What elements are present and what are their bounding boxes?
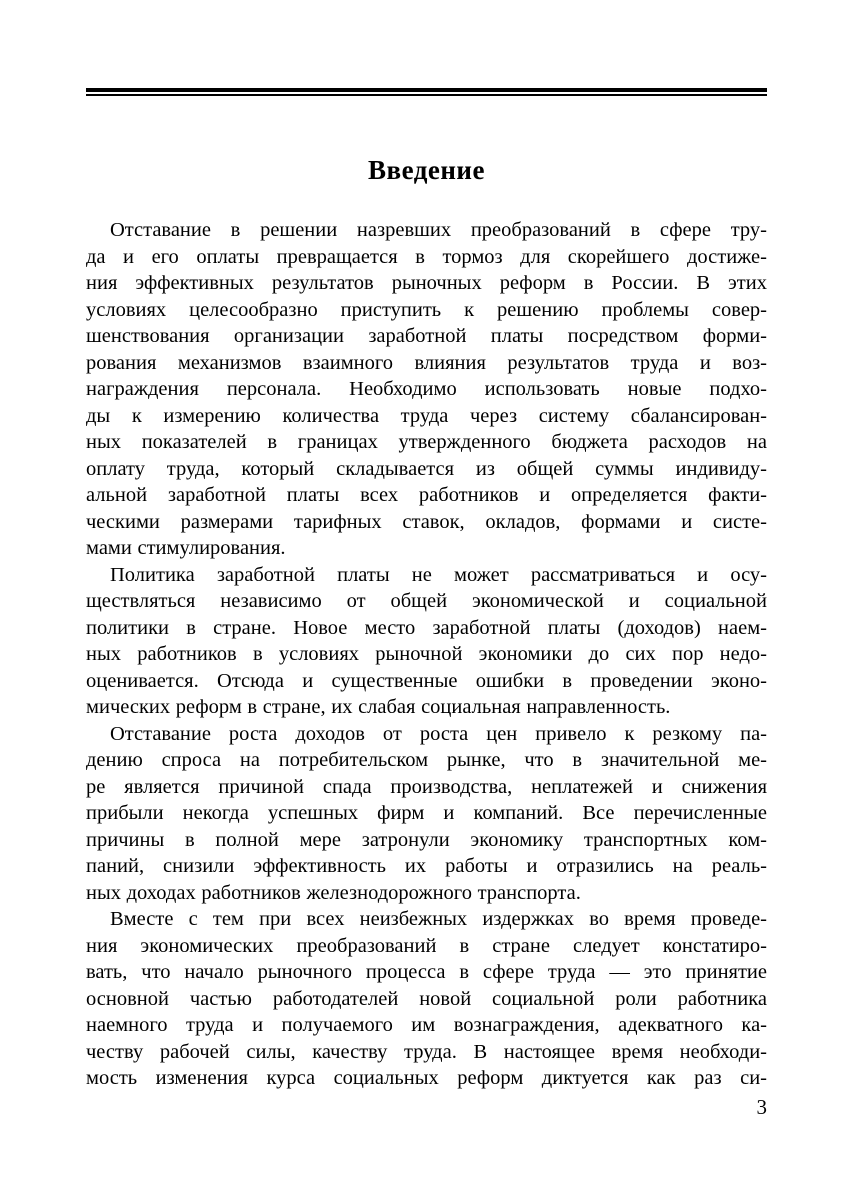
text-line: Вместе с тем при всех неизбежных издержках во время проведе-	[110, 908, 767, 930]
text-line: да и его оплаты превращается в тормоз для скорейшего достиже-	[86, 245, 767, 268]
text-line: основной частью работодателей новой социальной роли работника	[86, 987, 767, 1010]
text-line: прибыли некогда успешных фирм и компаний. Все перечисленные	[86, 802, 767, 824]
text-line: ре является причиной спада производства, неплатежей и снижения	[86, 775, 767, 798]
text-line: условиях целесообразно приступить к решению проблемы совер-	[86, 298, 767, 321]
paragraph	[86, 906, 767, 1092]
paragraph	[86, 562, 767, 721]
text-line: честву рабочей силы, качеству труда. В настоящее время необходи-	[86, 1040, 767, 1063]
text-line: оплату труда, который складывается из общей суммы индивиду-	[86, 457, 767, 480]
text-line: ческими размерами тарифных ставок, окладов, формами и систе-	[86, 510, 767, 533]
text-line: ных доходах работников железнодорожного транспорта.	[86, 881, 581, 904]
rule-thick-line	[86, 88, 767, 92]
paragraph	[86, 721, 767, 907]
paragraph	[86, 217, 767, 562]
text-line: наемного труда и получаемого им вознаграждения, адекватного ка-	[86, 1014, 767, 1036]
text-line: ды к измерению количества труда через систему сбалансирован-	[86, 404, 767, 427]
page-title: Введение	[368, 155, 485, 185]
text-line: политики в стране. Новое место заработной платы (доходов) наем-	[86, 616, 767, 639]
text-line: причины в полной мере затронули экономику транспортных ком-	[86, 828, 767, 851]
text-line: ния эффективных результатов рыночных реформ в России. В этих	[86, 272, 767, 294]
text-line: ных показателей в границах утвержденного бюджета расходов на	[86, 431, 767, 453]
text-line: ществляться независимо от общей экономической и социальной	[86, 590, 767, 612]
header-double-rule	[86, 88, 767, 96]
text-line: оценивается. Отсюда и существенные ошибки в проведении эконо-	[86, 669, 767, 692]
text-line: мость изменения курса социальных реформ диктуется как раз си-	[86, 1067, 767, 1089]
text-line: вать, что начало рыночного процесса в сфере труда — это принятие	[86, 961, 767, 983]
text-line: Отставание в решении назревших преобразований в сфере тру-	[110, 219, 767, 241]
text-line: мами стимулирования.	[86, 537, 286, 559]
text-line: награждения персонала. Необходимо использовать новые подхо-	[86, 378, 767, 400]
text-line: ных работников в условиях рыночной экономики до сих пор недо-	[86, 643, 767, 665]
text-line: Отставание роста доходов от роста цен привело к резкому па-	[110, 722, 767, 745]
text-line: альной заработной платы всех работников и определяется факти-	[86, 484, 767, 506]
text-line: шенствования организации заработной платы посредством форми-	[86, 325, 767, 347]
text-line: ния экономических преобразований в стране следует констатиро-	[86, 934, 767, 957]
text-line: Политика заработной платы не может рассматриваться и осу-	[110, 563, 767, 586]
body-text	[86, 217, 767, 1092]
text-line: рования механизмов взаимного влияния результатов труда и воз-	[86, 351, 767, 374]
text-line: паний, снизили эффективность их работы и отразились на реаль-	[86, 855, 767, 877]
rule-thin-line	[86, 94, 767, 96]
text-line: мических реформ в стране, их слабая социальная направленность.	[86, 696, 671, 718]
text-line: дению спроса на потребительском рынке, что в значительной ме-	[86, 749, 767, 771]
page-number: 3	[756, 1095, 767, 1119]
